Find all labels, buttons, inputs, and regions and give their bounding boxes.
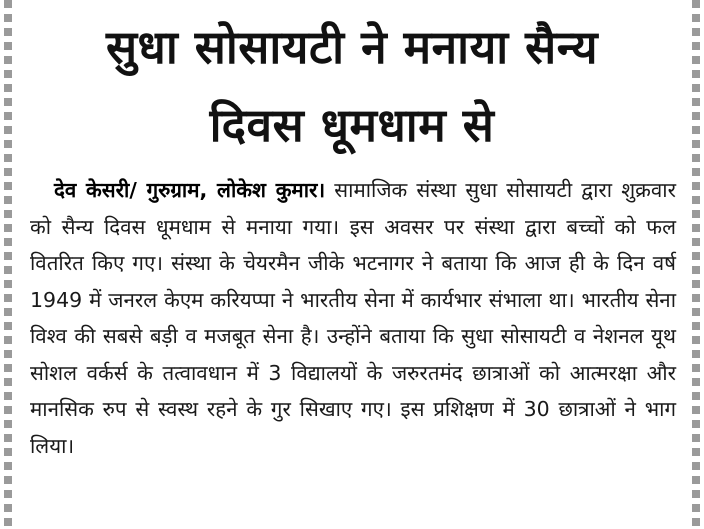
article-byline: देव केसरी/ गुरुग्राम, लोकेश कुमार।	[54, 178, 326, 202]
headline-line-1: सुधा सोसायटी ने मनाया सैन्य	[105, 20, 599, 74]
clipping-border-left	[4, 0, 12, 529]
headline-line-2: दिवस धूमधाम से	[209, 98, 495, 152]
clipping-border-right	[692, 0, 700, 529]
article-headline	[30, 8, 674, 164]
article-body-text: सामाजिक संस्था सुधा सोसायटी द्वारा शुक्रवार को सैन्य दिवस धूमधाम से मनाया गया। इस अवसर पर संस्था द्वारा बच्चों को फल वितरित किए गए। संस्था के चेयरमैन जीके भटनागर ने बताया कि आज ही के दिन वर्ष 1949 में जनरल केएम करियप्पा ने भारतीय सेना में कार्यभार संभाला था। भारतीय सेना विश्व की सबसे बड़ी व मजबूत सेना है। उन्होंने बताया कि सुधा सोसायटी व नेशनल यूथ सोशल वर्कर्स के तत्वावधान में 3 विद्यालयों के जरुरतमंद छात्राओं को आत्मरक्षा और मानसिक रुप से स्वस्थ रहने के गुर सिखाए गए। इस प्रशिक्षण में 30 छात्राओं ने भाग लिया।	[30, 178, 676, 458]
article-body	[30, 172, 676, 464]
